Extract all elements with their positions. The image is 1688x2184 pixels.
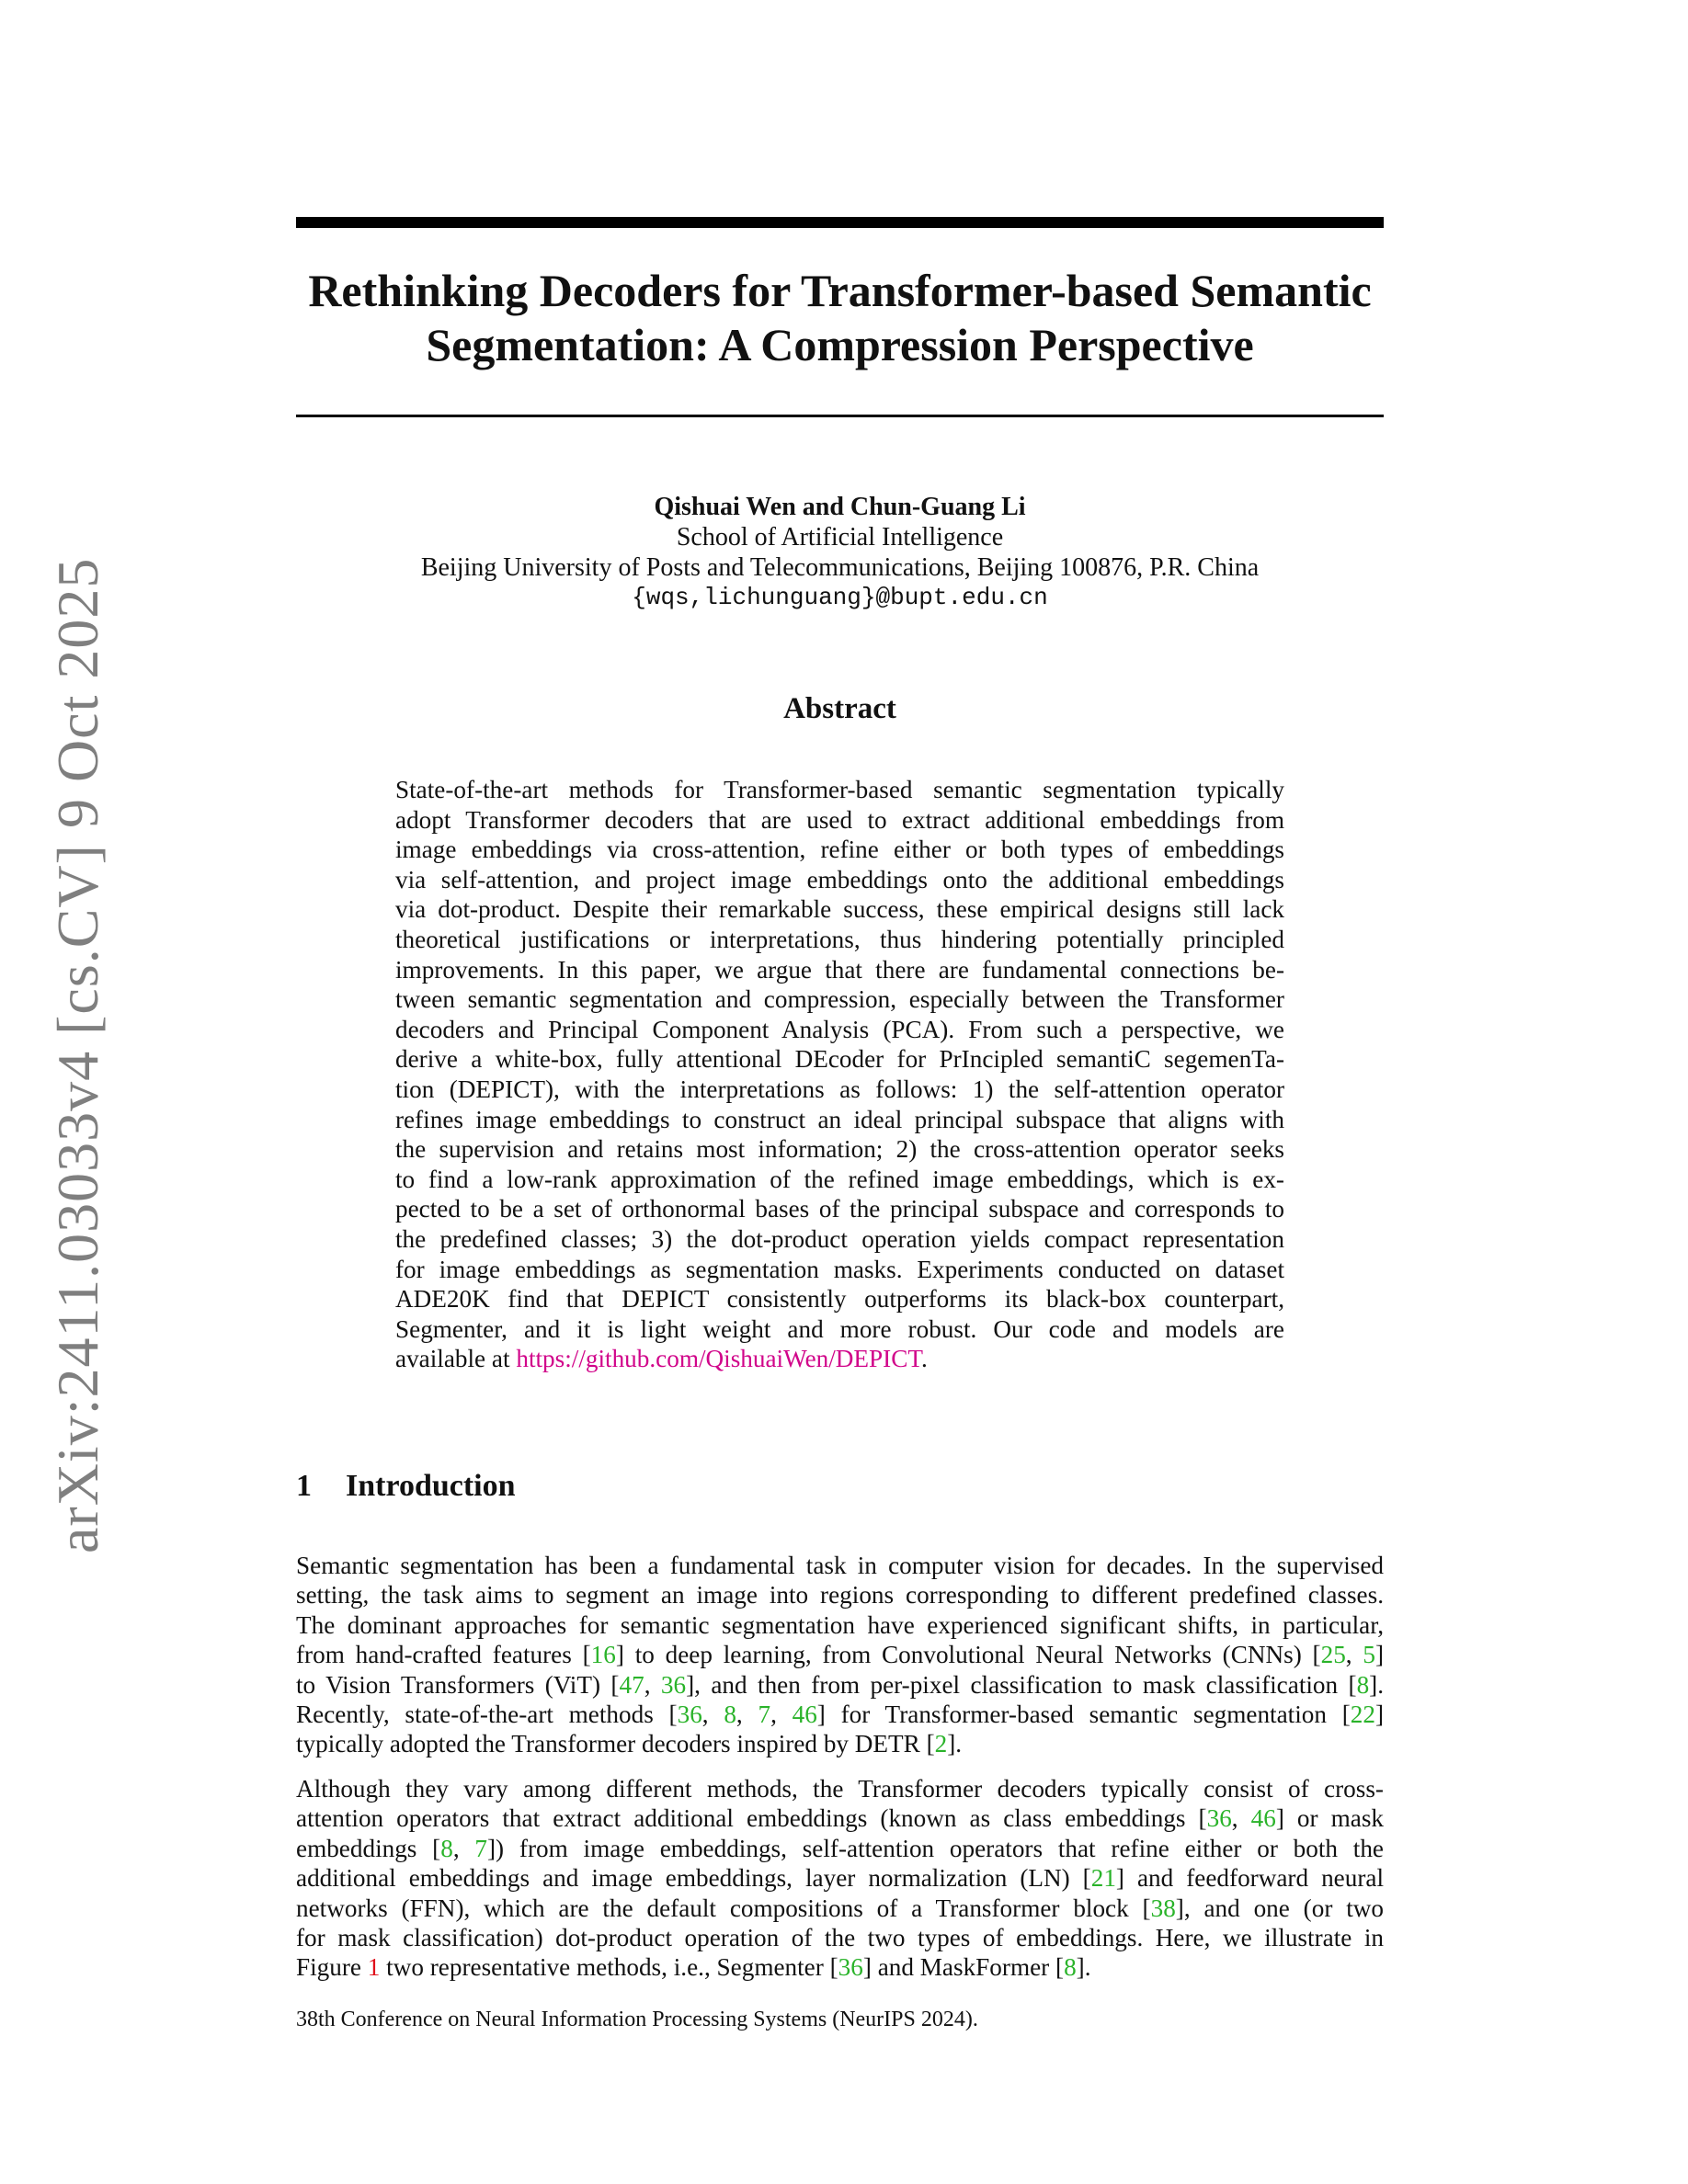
citation-link[interactable]: 21 bbox=[1090, 1864, 1116, 1893]
paragraph-text: ]) from image embeddings, self-attention operators that refine either or both the bbox=[487, 1834, 1384, 1862]
paragraph-text: , bbox=[452, 1834, 475, 1862]
citation-link[interactable]: 7 bbox=[474, 1834, 487, 1862]
paragraph-text: , bbox=[1231, 1804, 1251, 1833]
paragraph-line bbox=[296, 1863, 1384, 1893]
title-bottom-rule bbox=[296, 415, 1384, 417]
abstract-line: tween semantic segmentation and compression, especially between the Transformer bbox=[395, 985, 1284, 1014]
paragraph-line: setting, the task aims to segment an image into regions corresponding to different predefined classes. bbox=[296, 1581, 1384, 1610]
citation-link[interactable]: 47 bbox=[619, 1670, 644, 1699]
citation-link[interactable]: 2 bbox=[934, 1730, 948, 1758]
paragraph-line bbox=[296, 1640, 1384, 1669]
author-names: Qishuai Wen and Chun-Guang Li bbox=[654, 493, 1026, 521]
abstract-line: derive a white-box, fully attentional DEcoder for PrIncipled semantiC segemenTa- bbox=[395, 1045, 1284, 1074]
abstract-text: . bbox=[920, 1345, 928, 1373]
section-heading-introduction bbox=[296, 1469, 516, 1504]
paragraph-text: , bbox=[644, 1670, 661, 1699]
paragraph-text: ]. bbox=[947, 1730, 963, 1758]
abstract-text: available at bbox=[395, 1345, 517, 1373]
abstract-line: theoretical justifications or interpretations, thus hindering potentially principled bbox=[395, 925, 1284, 953]
paragraph-text: ]. bbox=[1076, 1953, 1091, 1982]
paragraph-text: typically adopted the Transformer decoders inspired by DETR [ bbox=[296, 1730, 935, 1758]
citation-link[interactable]: 36 bbox=[838, 1953, 863, 1982]
affiliation-school: School of Artificial Intelligence bbox=[676, 523, 1004, 552]
paragraph-text: two representative methods, i.e., Segmenter [ bbox=[380, 1953, 838, 1982]
abstract-line: decoders and Principal Component Analysis (PCA). From such a perspective, we bbox=[395, 1015, 1284, 1043]
conference-footnote: 38th Conference on Neural Information Processing Systems (NeurIPS 2024). bbox=[296, 2008, 978, 2031]
citation-link[interactable]: 46 bbox=[792, 1701, 817, 1729]
paragraph-text: ] and MaskFormer [ bbox=[862, 1953, 1065, 1982]
paragraph-line bbox=[296, 1952, 1384, 1982]
abstract-line: to find a low-rank approximation of the refined image embeddings, which is ex- bbox=[395, 1165, 1284, 1193]
paragraph-text: ] and feedforward neural bbox=[1115, 1864, 1384, 1893]
paragraph-text: networks (FFN), which are the default compositions of a Transformer block [ bbox=[296, 1894, 1151, 1922]
paragraph-text: ], and then from per-pixel classification to mask classification [ bbox=[686, 1670, 1357, 1699]
paper-title-line-2: Segmentation: A Compression Perspective bbox=[426, 319, 1254, 370]
abstract-line: pected to be a set of orthonormal bases of the principal subspace and corresponds to bbox=[395, 1195, 1284, 1223]
abstract-line: Segmenter, and it is light weight and more robust. Our code and models are bbox=[395, 1314, 1284, 1343]
citation-link[interactable]: 38 bbox=[1150, 1894, 1176, 1922]
abstract-body bbox=[395, 775, 1284, 1374]
paragraph-text: ], and one (or two bbox=[1175, 1894, 1384, 1922]
paragraph-text: , bbox=[736, 1701, 758, 1729]
affiliation-university: Beijing University of Posts and Telecommunications, Beijing 100876, P.R. China bbox=[420, 553, 1260, 582]
citation-link[interactable]: 25 bbox=[1320, 1641, 1346, 1669]
paragraph-line: Semantic segmentation has been a fundamental task in computer vision for decades. In the supervised bbox=[296, 1552, 1384, 1579]
abstract-line: via self-attention, and project image embeddings onto the additional embeddings bbox=[395, 865, 1284, 893]
abstract-line: ADE20K find that DEPICT consistently outperforms its black-box counterpart, bbox=[395, 1285, 1284, 1314]
section-number: 1 bbox=[296, 1469, 312, 1503]
paragraph-text: embeddings [ bbox=[296, 1834, 441, 1862]
abstract-line: adopt Transformer decoders that are used to extract additional embeddings from bbox=[395, 805, 1284, 834]
paragraph-line: The dominant approaches for semantic segmentation have experienced significant shifts, in particular, bbox=[296, 1610, 1384, 1639]
abstract-line: the predefined classes; 3) the dot-product operation yields compact representation bbox=[395, 1224, 1284, 1253]
figure-reference-link[interactable]: 1 bbox=[367, 1953, 381, 1982]
citation-link[interactable]: 22 bbox=[1350, 1701, 1375, 1729]
paper-title-line-1: Rethinking Decoders for Transformer-based Semantic bbox=[308, 265, 1372, 316]
citation-link[interactable]: 7 bbox=[758, 1701, 771, 1729]
paragraph-text: from hand-crafted features [ bbox=[296, 1641, 591, 1669]
abstract-line: refines image embeddings to construct an ideal principal subspace that aligns with bbox=[395, 1105, 1284, 1133]
citation-link[interactable]: 36 bbox=[677, 1701, 702, 1729]
citation-link[interactable]: 36 bbox=[660, 1670, 687, 1699]
intro-paragraph-2 bbox=[296, 1774, 1384, 1983]
author-block bbox=[296, 492, 1384, 613]
paragraph-line: Although they vary among different methods, the Transformer decoders typically consist of cross- bbox=[296, 1775, 1384, 1803]
citation-link[interactable]: 16 bbox=[590, 1641, 616, 1669]
paragraph-text: attention operators that extract additional embeddings (known as class embeddings [ bbox=[296, 1804, 1207, 1833]
paragraph-text: additional embeddings and image embeddings, layer normalization (LN) [ bbox=[296, 1864, 1091, 1893]
abstract-line: via dot-product. Despite their remarkable success, these empirical designs still lack bbox=[395, 895, 1284, 924]
paragraph-line bbox=[296, 1729, 1384, 1758]
paragraph-text: , bbox=[770, 1701, 793, 1729]
paragraph-text: , bbox=[701, 1701, 724, 1729]
title-top-rule bbox=[296, 217, 1384, 228]
citation-link[interactable]: 8 bbox=[1356, 1670, 1370, 1699]
arxiv-identifier: arXiv:2411.03033v4 [cs.CV] 9 Oct 2025 bbox=[45, 557, 110, 1553]
github-link[interactable]: https://github.com/QishuaiWen/DEPICT bbox=[516, 1345, 921, 1373]
paragraph-line bbox=[296, 1834, 1384, 1863]
paragraph-text: ] bbox=[1374, 1701, 1384, 1729]
abstract-line: the supervision and retains most information; 2) the cross-attention operator seeks bbox=[395, 1135, 1284, 1164]
paragraph-text: ] for Transformer-based semantic segmentation [ bbox=[816, 1701, 1351, 1729]
abstract-heading: Abstract bbox=[783, 692, 896, 725]
abstract-line: improvements. In this paper, we argue that there are fundamental connections be- bbox=[395, 955, 1284, 984]
section-title: Introduction bbox=[346, 1469, 516, 1503]
abstract-line: State-of-the-art methods for Transformer-based semantic segmentation typically bbox=[395, 776, 1284, 803]
paragraph-line bbox=[296, 1894, 1384, 1923]
paragraph-text: to Vision Transformers (ViT) [ bbox=[296, 1670, 620, 1699]
paper-title bbox=[296, 264, 1384, 372]
abstract-line-last bbox=[395, 1344, 1284, 1374]
citation-link[interactable]: 5 bbox=[1363, 1641, 1375, 1669]
author-email[interactable]: {wqs,lichunguang}@bupt.edu.cn bbox=[632, 584, 1048, 611]
citation-link[interactable]: 8 bbox=[440, 1834, 453, 1862]
paragraph-text: ] or mask bbox=[1275, 1804, 1384, 1833]
paragraph-line bbox=[296, 1803, 1384, 1833]
paragraph-text: ] bbox=[1374, 1641, 1385, 1669]
intro-paragraph-1 bbox=[296, 1551, 1384, 1759]
citation-link[interactable]: 46 bbox=[1250, 1804, 1276, 1833]
paragraph-text: ] to deep learning, from Convolutional Neural Networks (CNNs) [ bbox=[615, 1641, 1321, 1669]
paragraph-text: Figure bbox=[296, 1953, 368, 1982]
paragraph-line bbox=[296, 1700, 1384, 1729]
paragraph-line: for mask classification) dot-product operation of the two types of embeddings. Here, we illustrate in bbox=[296, 1924, 1384, 1952]
abstract-line: image embeddings via cross-attention, refine either or both types of embeddings bbox=[395, 836, 1284, 864]
citation-link[interactable]: 8 bbox=[724, 1701, 736, 1729]
abstract-line: for image embeddings as segmentation masks. Experiments conducted on dataset bbox=[395, 1255, 1284, 1283]
abstract-line: tion (DEPICT), with the interpretations as follows: 1) the self-attention operator bbox=[395, 1075, 1284, 1103]
paragraph-text: ]. bbox=[1369, 1670, 1385, 1699]
paragraph-text: Recently, state-of-the-art methods [ bbox=[296, 1701, 678, 1729]
paragraph-text: , bbox=[1345, 1641, 1363, 1669]
citation-link[interactable]: 36 bbox=[1206, 1804, 1232, 1833]
paragraph-line bbox=[296, 1670, 1384, 1700]
citation-link[interactable]: 8 bbox=[1064, 1953, 1077, 1982]
